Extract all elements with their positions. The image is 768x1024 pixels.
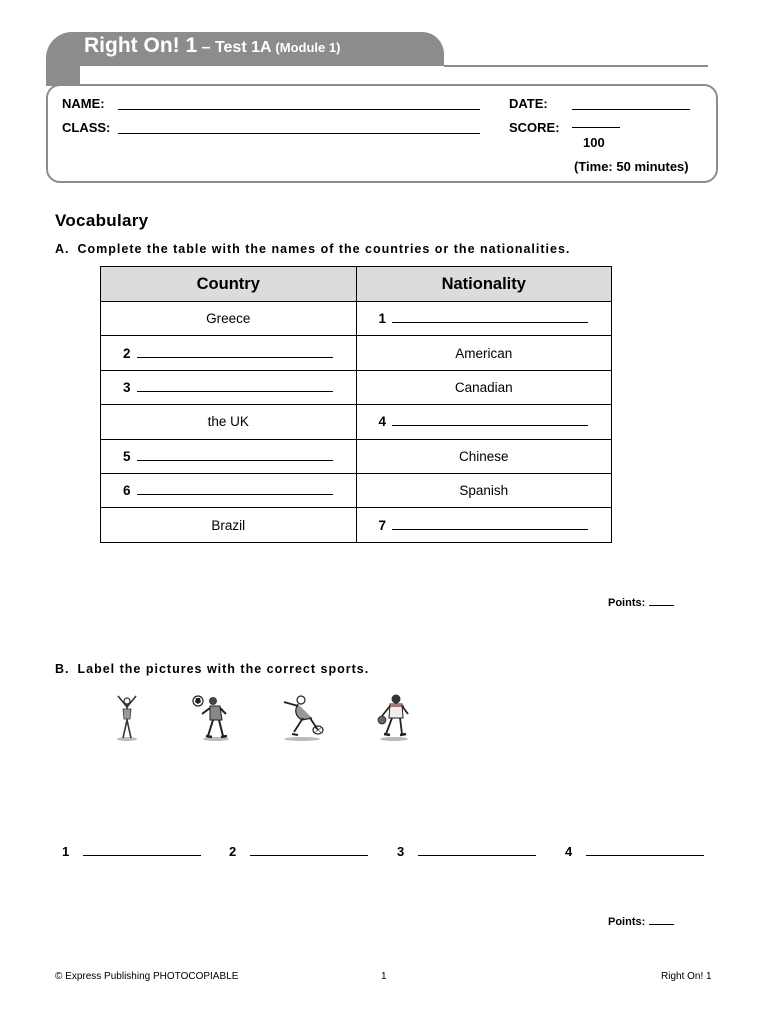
answer-number: 3 — [123, 379, 131, 395]
date-label: DATE: — [509, 96, 548, 111]
table-row — [101, 405, 612, 439]
points-label: Points: — [608, 597, 646, 609]
tennis-icon — [272, 692, 326, 742]
table-row — [101, 439, 612, 473]
header-rule — [444, 65, 708, 67]
time-note: (Time: 50 minutes) — [574, 159, 689, 174]
table-row — [101, 302, 612, 336]
answer-cell[interactable] — [356, 405, 612, 439]
answer-blank[interactable] — [418, 844, 536, 856]
answer-number: 4 — [565, 844, 573, 859]
exercise-a-text: Complete the table with the names of the countries or the nationalities. — [77, 242, 571, 256]
answer-number: 2 — [123, 345, 131, 361]
table-header-row — [101, 267, 612, 302]
table-row — [101, 508, 612, 542]
sport-answer-4 — [565, 844, 704, 859]
answer-number: 4 — [378, 414, 387, 430]
cell-nationality: Canadian — [356, 370, 612, 404]
answer-blank[interactable] — [137, 380, 333, 392]
title-test: – Test 1A — [197, 39, 276, 56]
score-field[interactable] — [572, 127, 620, 128]
table-row — [101, 473, 612, 507]
column-header-country: Country — [101, 267, 357, 302]
points-field[interactable] — [649, 915, 674, 925]
answer-blank[interactable] — [586, 844, 704, 856]
answer-cell[interactable] — [101, 336, 357, 370]
answer-blank[interactable] — [137, 449, 333, 461]
exercise-b-text: Label the pictures with the correct sports. — [77, 662, 370, 676]
exercise-a-points — [608, 596, 674, 609]
title-module: (Module 1) — [275, 40, 341, 55]
page-title — [84, 34, 340, 58]
name-field[interactable] — [118, 109, 480, 110]
answer-blank[interactable] — [392, 414, 588, 426]
answer-blank[interactable] — [392, 518, 588, 530]
exercise-a-letter: A. — [55, 242, 70, 256]
cell-nationality: Spanish — [356, 473, 612, 507]
cell-nationality: American — [356, 336, 612, 370]
answer-number: 1 — [378, 311, 387, 327]
score-label: SCORE: — [509, 120, 560, 135]
answer-blank[interactable] — [137, 346, 333, 358]
answer-cell[interactable] — [356, 302, 612, 336]
cell-nationality: Chinese — [356, 439, 612, 473]
exercise-b-points — [608, 915, 674, 928]
table-row — [101, 336, 612, 370]
answer-cell[interactable] — [101, 473, 357, 507]
answer-blank[interactable] — [83, 844, 201, 856]
answer-number: 2 — [229, 844, 237, 859]
title-main: Right On! 1 — [84, 34, 198, 57]
answer-number: 3 — [397, 844, 405, 859]
answer-blank[interactable] — [392, 311, 588, 323]
cell-country: Greece — [101, 302, 357, 336]
answer-cell[interactable] — [356, 508, 612, 542]
football-icon — [190, 692, 236, 742]
exercise-b-letter: B. — [55, 662, 70, 676]
section-heading: Vocabulary — [55, 211, 149, 230]
class-field[interactable] — [118, 133, 480, 134]
answer-blank[interactable] — [250, 844, 368, 856]
answer-cell[interactable] — [101, 439, 357, 473]
sport-answer-3 — [397, 844, 536, 859]
exercise-a-instruction — [55, 242, 570, 256]
class-label: CLASS: — [62, 120, 111, 135]
sport-answer-1 — [62, 844, 201, 859]
cell-country: the UK — [101, 405, 357, 439]
answer-blank[interactable] — [137, 483, 333, 495]
basketball-icon — [374, 692, 414, 742]
column-header-nationality: Nationality — [356, 267, 612, 302]
footer-copyright: © Express Publishing PHOTOCOPIABLE — [55, 971, 239, 982]
points-field[interactable] — [649, 596, 674, 606]
footer-page-number: 1 — [381, 971, 387, 982]
answer-number: 7 — [378, 517, 387, 533]
answer-cell[interactable] — [101, 370, 357, 404]
gymnastics-icon — [110, 692, 144, 742]
answer-number: 6 — [123, 483, 131, 499]
footer-book-title: Right On! 1 — [661, 971, 712, 982]
points-label: Points: — [608, 916, 646, 928]
exercise-b-instruction — [55, 662, 369, 676]
header-tab-corner — [46, 66, 80, 86]
table-row — [101, 370, 612, 404]
answer-number: 1 — [62, 844, 70, 859]
answer-number: 5 — [123, 448, 131, 464]
name-label: NAME: — [62, 96, 105, 111]
countries-table — [100, 266, 612, 543]
date-field[interactable] — [572, 109, 690, 110]
cell-country: Brazil — [101, 508, 357, 542]
score-total: 100 — [583, 135, 605, 150]
sport-answer-2 — [229, 844, 368, 859]
